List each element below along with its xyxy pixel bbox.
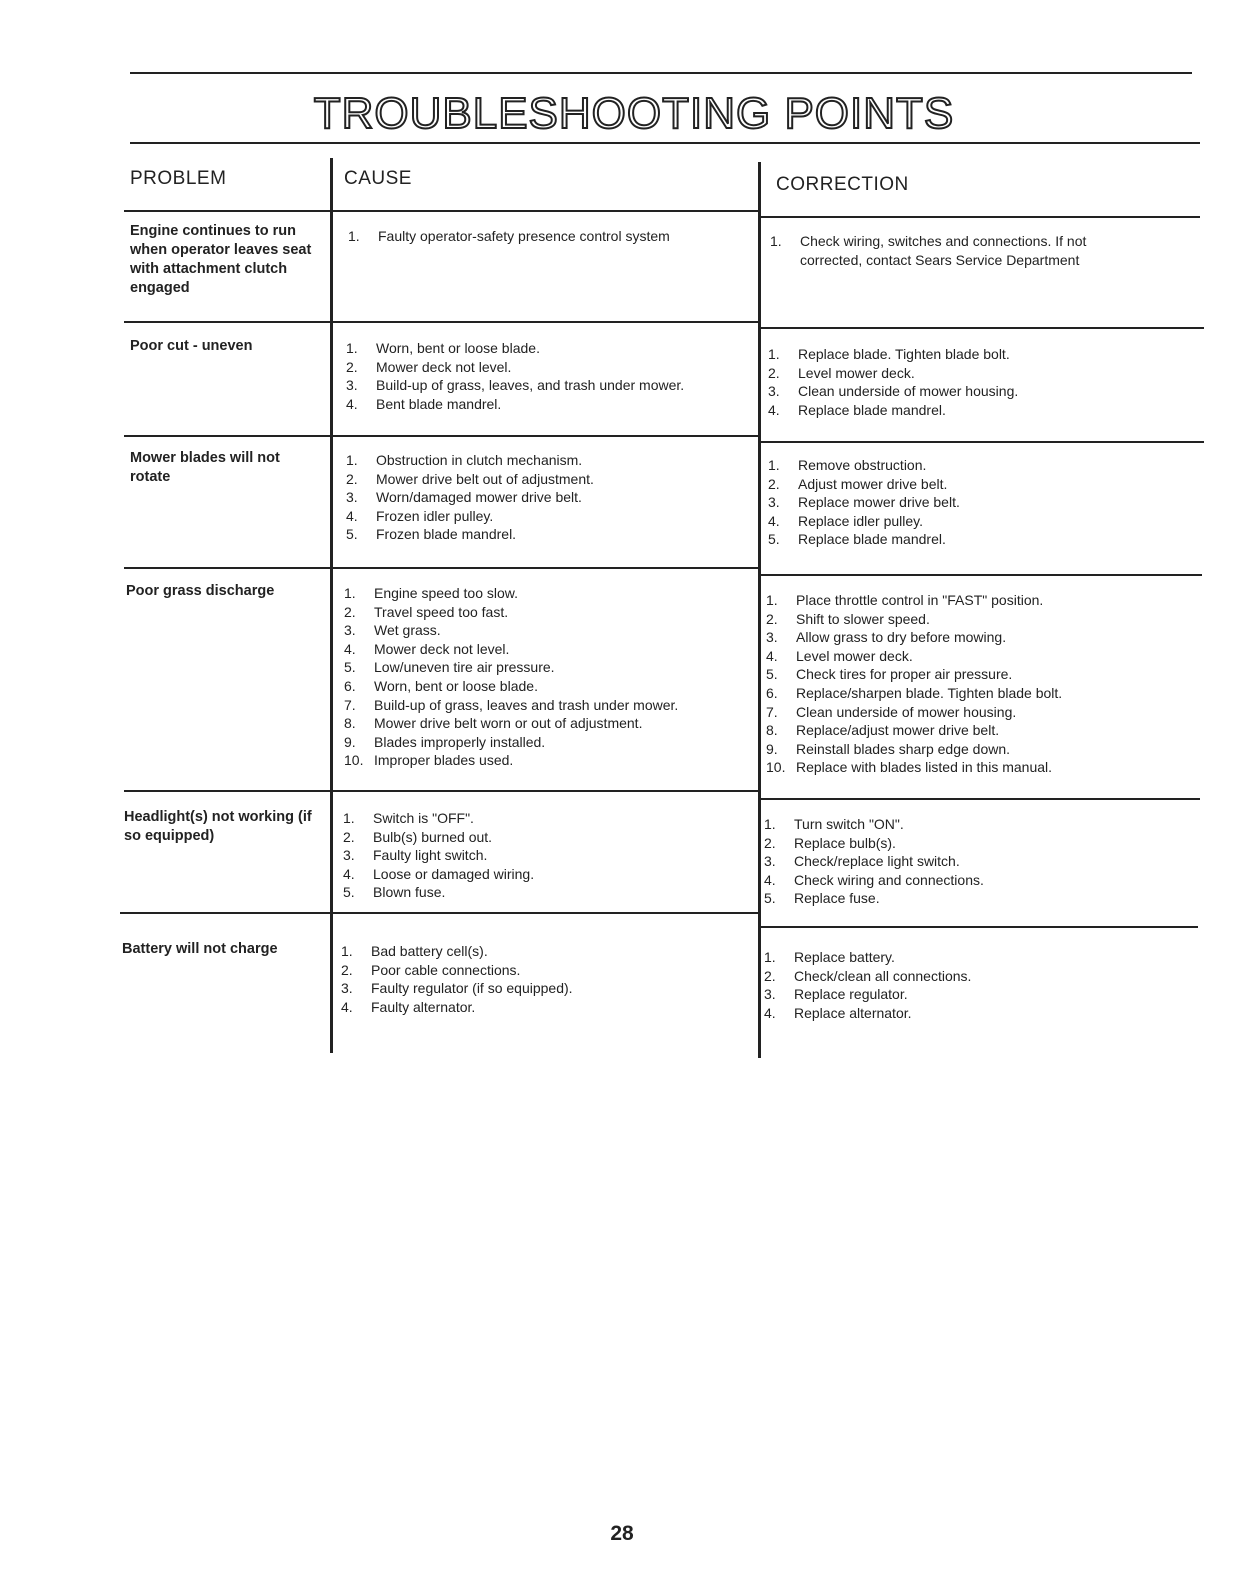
row-separator [760, 926, 1198, 928]
row-separator [760, 327, 1204, 329]
cause-item: 5. Frozen blade mandrel. [346, 526, 517, 543]
cause-item: 8. Mower drive belt worn or out of adjustment. [344, 715, 643, 732]
correction-item: 3. Check/replace light switch. [764, 853, 960, 870]
correction-item: 4. Replace alternator. [764, 1004, 912, 1021]
correction-item: 2. Adjust mower drive belt. [768, 475, 948, 492]
cause-list [348, 227, 748, 246]
problem-cell: Battery will not charge [122, 941, 278, 957]
column-divider-correction [758, 162, 761, 1058]
correction-item: 4. Replace idler pulley. [768, 512, 924, 529]
header-rule-right [760, 216, 1200, 218]
cause-item: 2. Travel speed too fast. [344, 603, 509, 620]
cause-item: 3. Build-up of grass, leaves, and trash under mower. [346, 377, 685, 394]
correction-list [766, 591, 1186, 777]
correction-list [764, 948, 1184, 1022]
row-separator [124, 321, 760, 323]
cause-item: 3. Wet grass. [344, 622, 441, 639]
column-divider-cause [330, 158, 333, 1053]
problem-cell: Headlight(s) not working (if so equipped) [124, 809, 312, 844]
problem-cell: Engine continues to run when operator leaves seat with attachment clutch engaged [130, 223, 312, 296]
correction-list [770, 232, 1142, 269]
cause-item: 2. Bulb(s) burned out. [343, 828, 493, 845]
cause-item: 2. Mower drive belt out of adjustment. [346, 470, 594, 487]
page-number: 28 [610, 1522, 634, 1545]
problem-cell: Poor grass discharge [126, 583, 275, 599]
cause-list [346, 339, 750, 413]
correction-item: 3. Replace regulator. [764, 986, 908, 1003]
cause-item: 1. Obstruction in clutch mechanism. [346, 452, 583, 468]
correction-list [768, 456, 1168, 549]
cause-list [343, 809, 749, 902]
correction-item: 8. Replace/adjust mower drive belt. [766, 722, 1000, 739]
cause-item: 4. Frozen idler pulley. [346, 507, 494, 524]
cause-item: 3. Worn/damaged mower drive belt. [346, 489, 582, 506]
correction-item: 2. Check/clean all connections. [764, 967, 972, 984]
correction-item: 1. Replace blade. Tighten blade bolt. [768, 346, 1010, 362]
problem-cell: Mower blades will not rotate [130, 450, 280, 485]
top-rule [130, 72, 1192, 74]
cause-item: 2. Mower deck not level. [346, 358, 512, 375]
correction-item: 4. Replace blade mandrel. [768, 401, 946, 418]
correction-item: 5. Replace blade mandrel. [768, 531, 946, 548]
cause-item: 4. Mower deck not level. [344, 640, 510, 657]
correction-item: 3. Clean underside of mower housing. [768, 383, 1019, 400]
header-correction: CORRECTION [776, 174, 909, 195]
row-separator [124, 790, 760, 792]
cause-item: 4. Loose or damaged wiring. [343, 865, 535, 882]
cause-item: 10. Improper blades used. [344, 752, 514, 769]
cause-list [344, 584, 750, 770]
title-underline [130, 142, 1200, 144]
cause-item: 1. Engine speed too slow. [344, 585, 518, 601]
correction-item: 1. Place throttle control in "FAST" position. [766, 592, 1044, 608]
correction-item: 7. Clean underside of mower housing. [766, 703, 1017, 720]
header-problem: PROBLEM [130, 168, 227, 189]
page-title: TROUBLESHOOTING POINTS [313, 89, 955, 138]
cause-item: 1. Worn, bent or loose blade. [346, 340, 540, 356]
cause-item: 7. Build-up of grass, leaves and trash under mower. [344, 696, 679, 713]
row-separator [760, 441, 1204, 443]
row-separator [760, 798, 1200, 800]
cause-item: 2. Poor cable connections. [341, 961, 521, 978]
correction-item: 1. Replace battery. [764, 949, 895, 965]
cause-list [341, 942, 747, 1016]
correction-item: 2. Replace bulb(s). [764, 834, 896, 851]
correction-item: 1. Check wiring, switches and connections. If not corrected, contact Sears Service Department [770, 233, 1087, 268]
row-separator [124, 435, 760, 437]
cause-item: 1. Faulty operator-safety presence control system [348, 228, 670, 244]
correction-item: 10. Replace with blades listed in this manual. [766, 759, 1053, 776]
cause-item: 3. Faulty light switch. [343, 847, 488, 864]
cause-list [346, 451, 750, 544]
cause-item: 1. Bad battery cell(s). [341, 943, 488, 959]
correction-item: 1. Turn switch "ON". [764, 816, 904, 832]
row-separator [120, 912, 760, 914]
cause-item: 5. Blown fuse. [343, 884, 446, 901]
cause-item: 4. Bent blade mandrel. [346, 395, 502, 412]
correction-item: 5. Replace fuse. [764, 890, 880, 907]
correction-item: 5. Check tires for proper air pressure. [766, 666, 1013, 683]
correction-item: 9. Reinstall blades sharp edge down. [766, 740, 1011, 757]
row-separator [124, 567, 760, 569]
correction-item: 4. Check wiring and connections. [764, 871, 984, 888]
cause-item: 1. Switch is "OFF". [343, 810, 474, 826]
cause-item: 6. Worn, bent or loose blade. [344, 677, 538, 694]
cause-item: 9. Blades improperly installed. [344, 733, 546, 750]
correction-item: 2. Shift to slower speed. [766, 610, 930, 627]
correction-list [768, 345, 1168, 419]
cause-item: 4. Faulty alternator. [341, 998, 476, 1015]
correction-item: 1. Remove obstruction. [768, 457, 927, 473]
correction-item: 3. Replace mower drive belt. [768, 494, 960, 511]
correction-item: 3. Allow grass to dry before mowing. [766, 629, 1007, 646]
correction-item: 6. Replace/sharpen blade. Tighten blade bolt. [766, 684, 1063, 701]
correction-item: 4. Level mower deck. [766, 647, 913, 664]
header-rule-left [124, 210, 760, 212]
cause-item: 5. Low/uneven tire air pressure. [344, 659, 555, 676]
problem-cell: Poor cut - uneven [130, 338, 253, 354]
correction-list [764, 815, 1184, 908]
correction-item: 2. Level mower deck. [768, 364, 915, 381]
row-separator [760, 574, 1202, 576]
header-cause: CAUSE [344, 168, 412, 189]
cause-item: 3. Faulty regulator (if so equipped). [341, 980, 573, 997]
